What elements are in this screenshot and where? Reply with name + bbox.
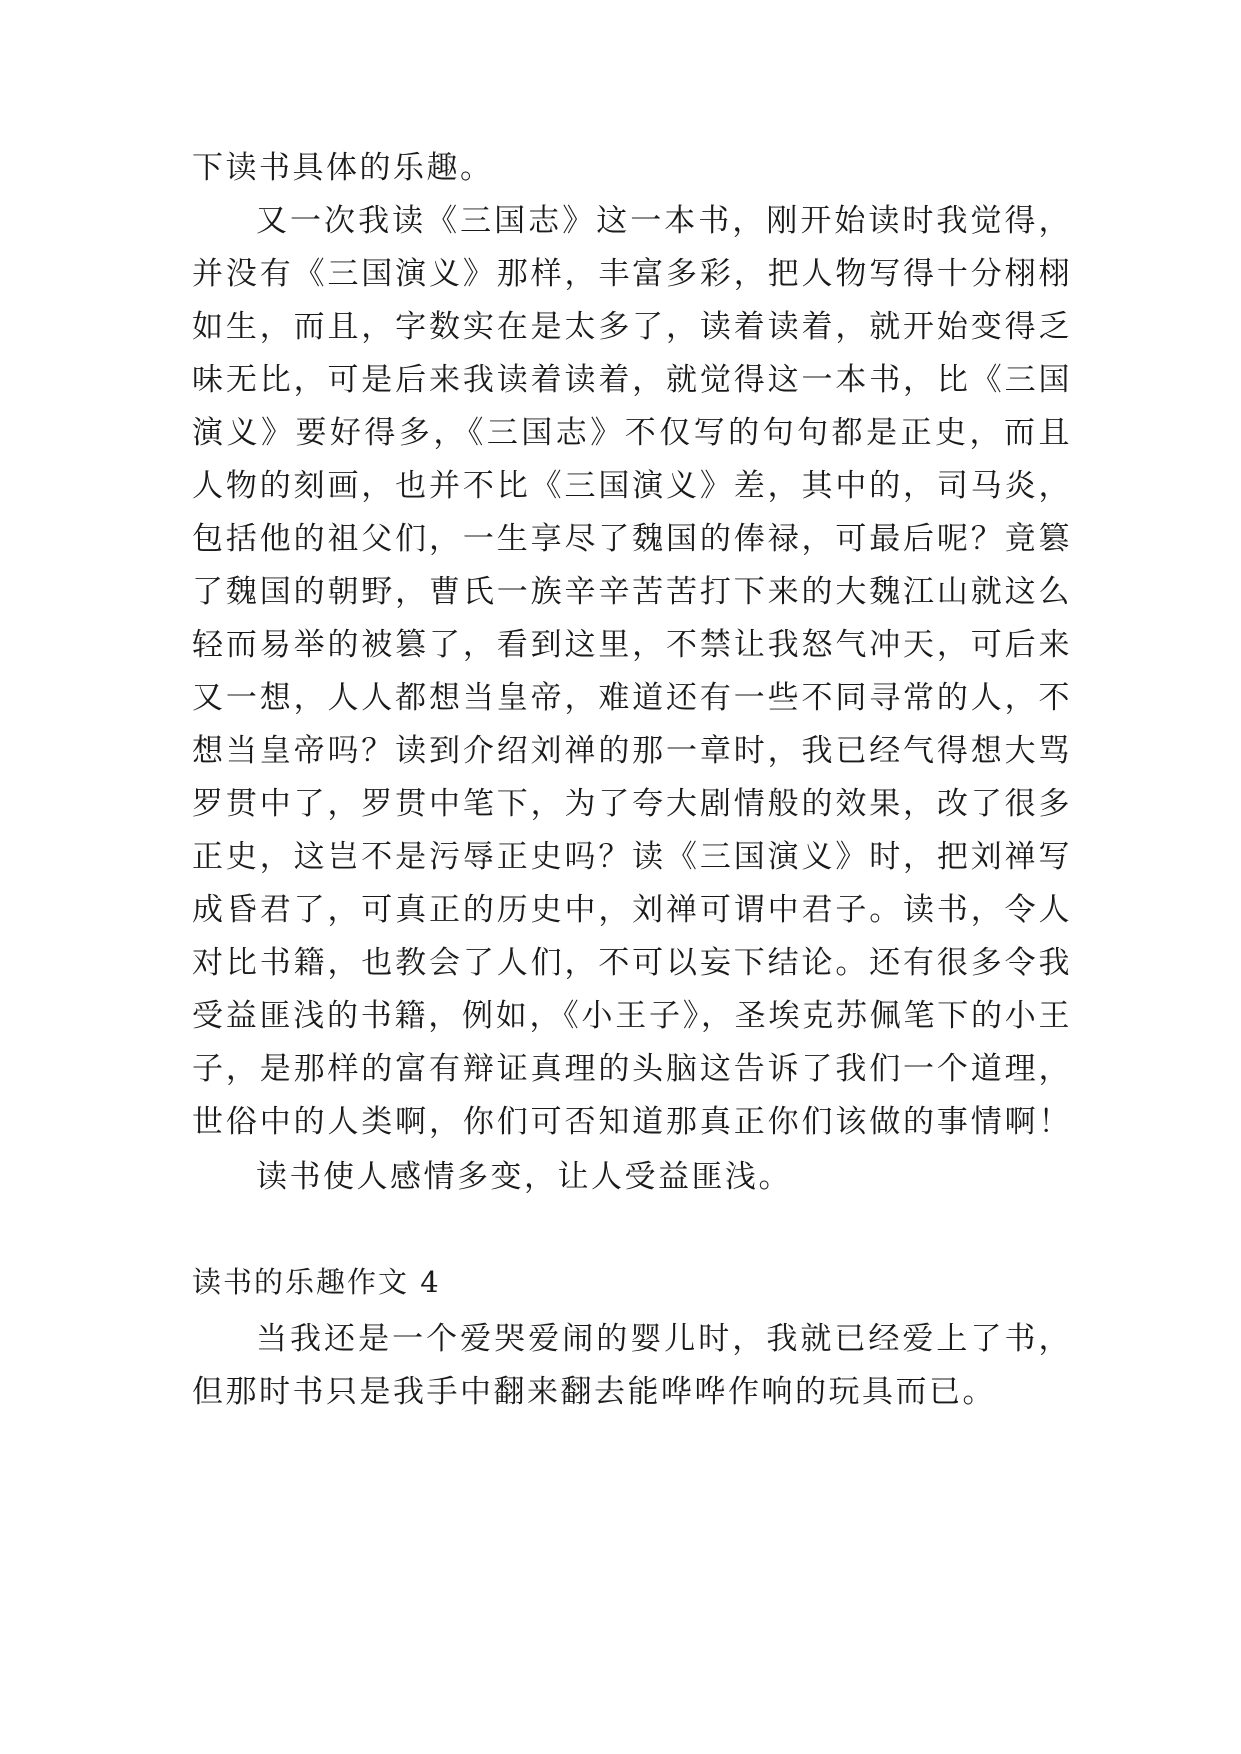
paragraph-line: 读书使人感情多变，让人受益匪浅。 [256, 1159, 792, 1195]
paragraph-line: 世俗中的人类啊，你们可否知道那真正你们该做的事情啊！ [192, 1104, 1072, 1140]
paragraph-line: 并没有《三国演义》那样，丰富多彩，把人物写得十分栩栩 [192, 256, 1072, 292]
paragraph-line: 了魏国的朝野，曹氏一族辛辛苦苦打下来的大魏江山就这么 [192, 574, 1072, 610]
paragraph-line: 成昏君了，可真正的历史中，刘禅可谓中君子。读书，令人 [192, 892, 1072, 928]
paragraph-line: 对比书籍，也教会了人们，不可以妄下结论。还有很多令我 [192, 945, 1072, 981]
section-title: 读书的乐趣作文 4 [192, 1265, 441, 1299]
paragraph-line: 子，是那样的富有辩证真理的头脑这告诉了我们一个道理， [192, 1051, 1072, 1087]
paragraph-line: 如生，而且，字数实在是太多了，读着读着，就开始变得乏 [192, 309, 1072, 345]
paragraph-line: 演义》要好得多，《三国志》不仅写的句句都是正史，而且 [192, 415, 1072, 451]
paragraph-line: 想当皇帝吗？读到介绍刘禅的那一章时，我已经气得想大骂 [192, 733, 1072, 769]
paragraph-line: 又一想，人人都想当皇帝，难道还有一些不同寻常的人，不 [192, 680, 1072, 716]
paragraph-line: 正史，这岂不是污辱正史吗？读《三国演义》时，把刘禅写 [192, 839, 1072, 875]
paragraph-line: 罗贯中了，罗贯中笔下，为了夸大剧情般的效果，改了很多 [192, 786, 1072, 822]
paragraph-line: 包括他的祖父们，一生享尽了魏国的俸禄，可最后呢？竟篡 [192, 521, 1072, 557]
paragraph-line: 人物的刻画，也并不比《三国演义》差，其中的，司马炎， [192, 468, 1072, 504]
paragraph-line: 但那时书只是我手中翻来翻去能哗哗作响的玩具而已。 [192, 1374, 996, 1410]
paragraph-line: 味无比，可是后来我读着读着，就觉得这一本书，比《三国 [192, 362, 1072, 398]
paragraph-line: 又一次我读《三国志》这一本书，刚开始读时我觉得， [256, 203, 1072, 239]
paragraph-line: 轻而易举的被篡了，看到这里，不禁让我怒气冲天，可后来 [192, 627, 1072, 663]
paragraph-line: 当我还是一个爱哭爱闹的婴儿时，我就已经爱上了书， [256, 1321, 1072, 1357]
paragraph-line: 受益匪浅的书籍，例如，《小王子》，圣埃克苏佩笔下的小王 [192, 998, 1072, 1034]
paragraph-line: 下读书具体的乐趣。 [192, 150, 494, 186]
